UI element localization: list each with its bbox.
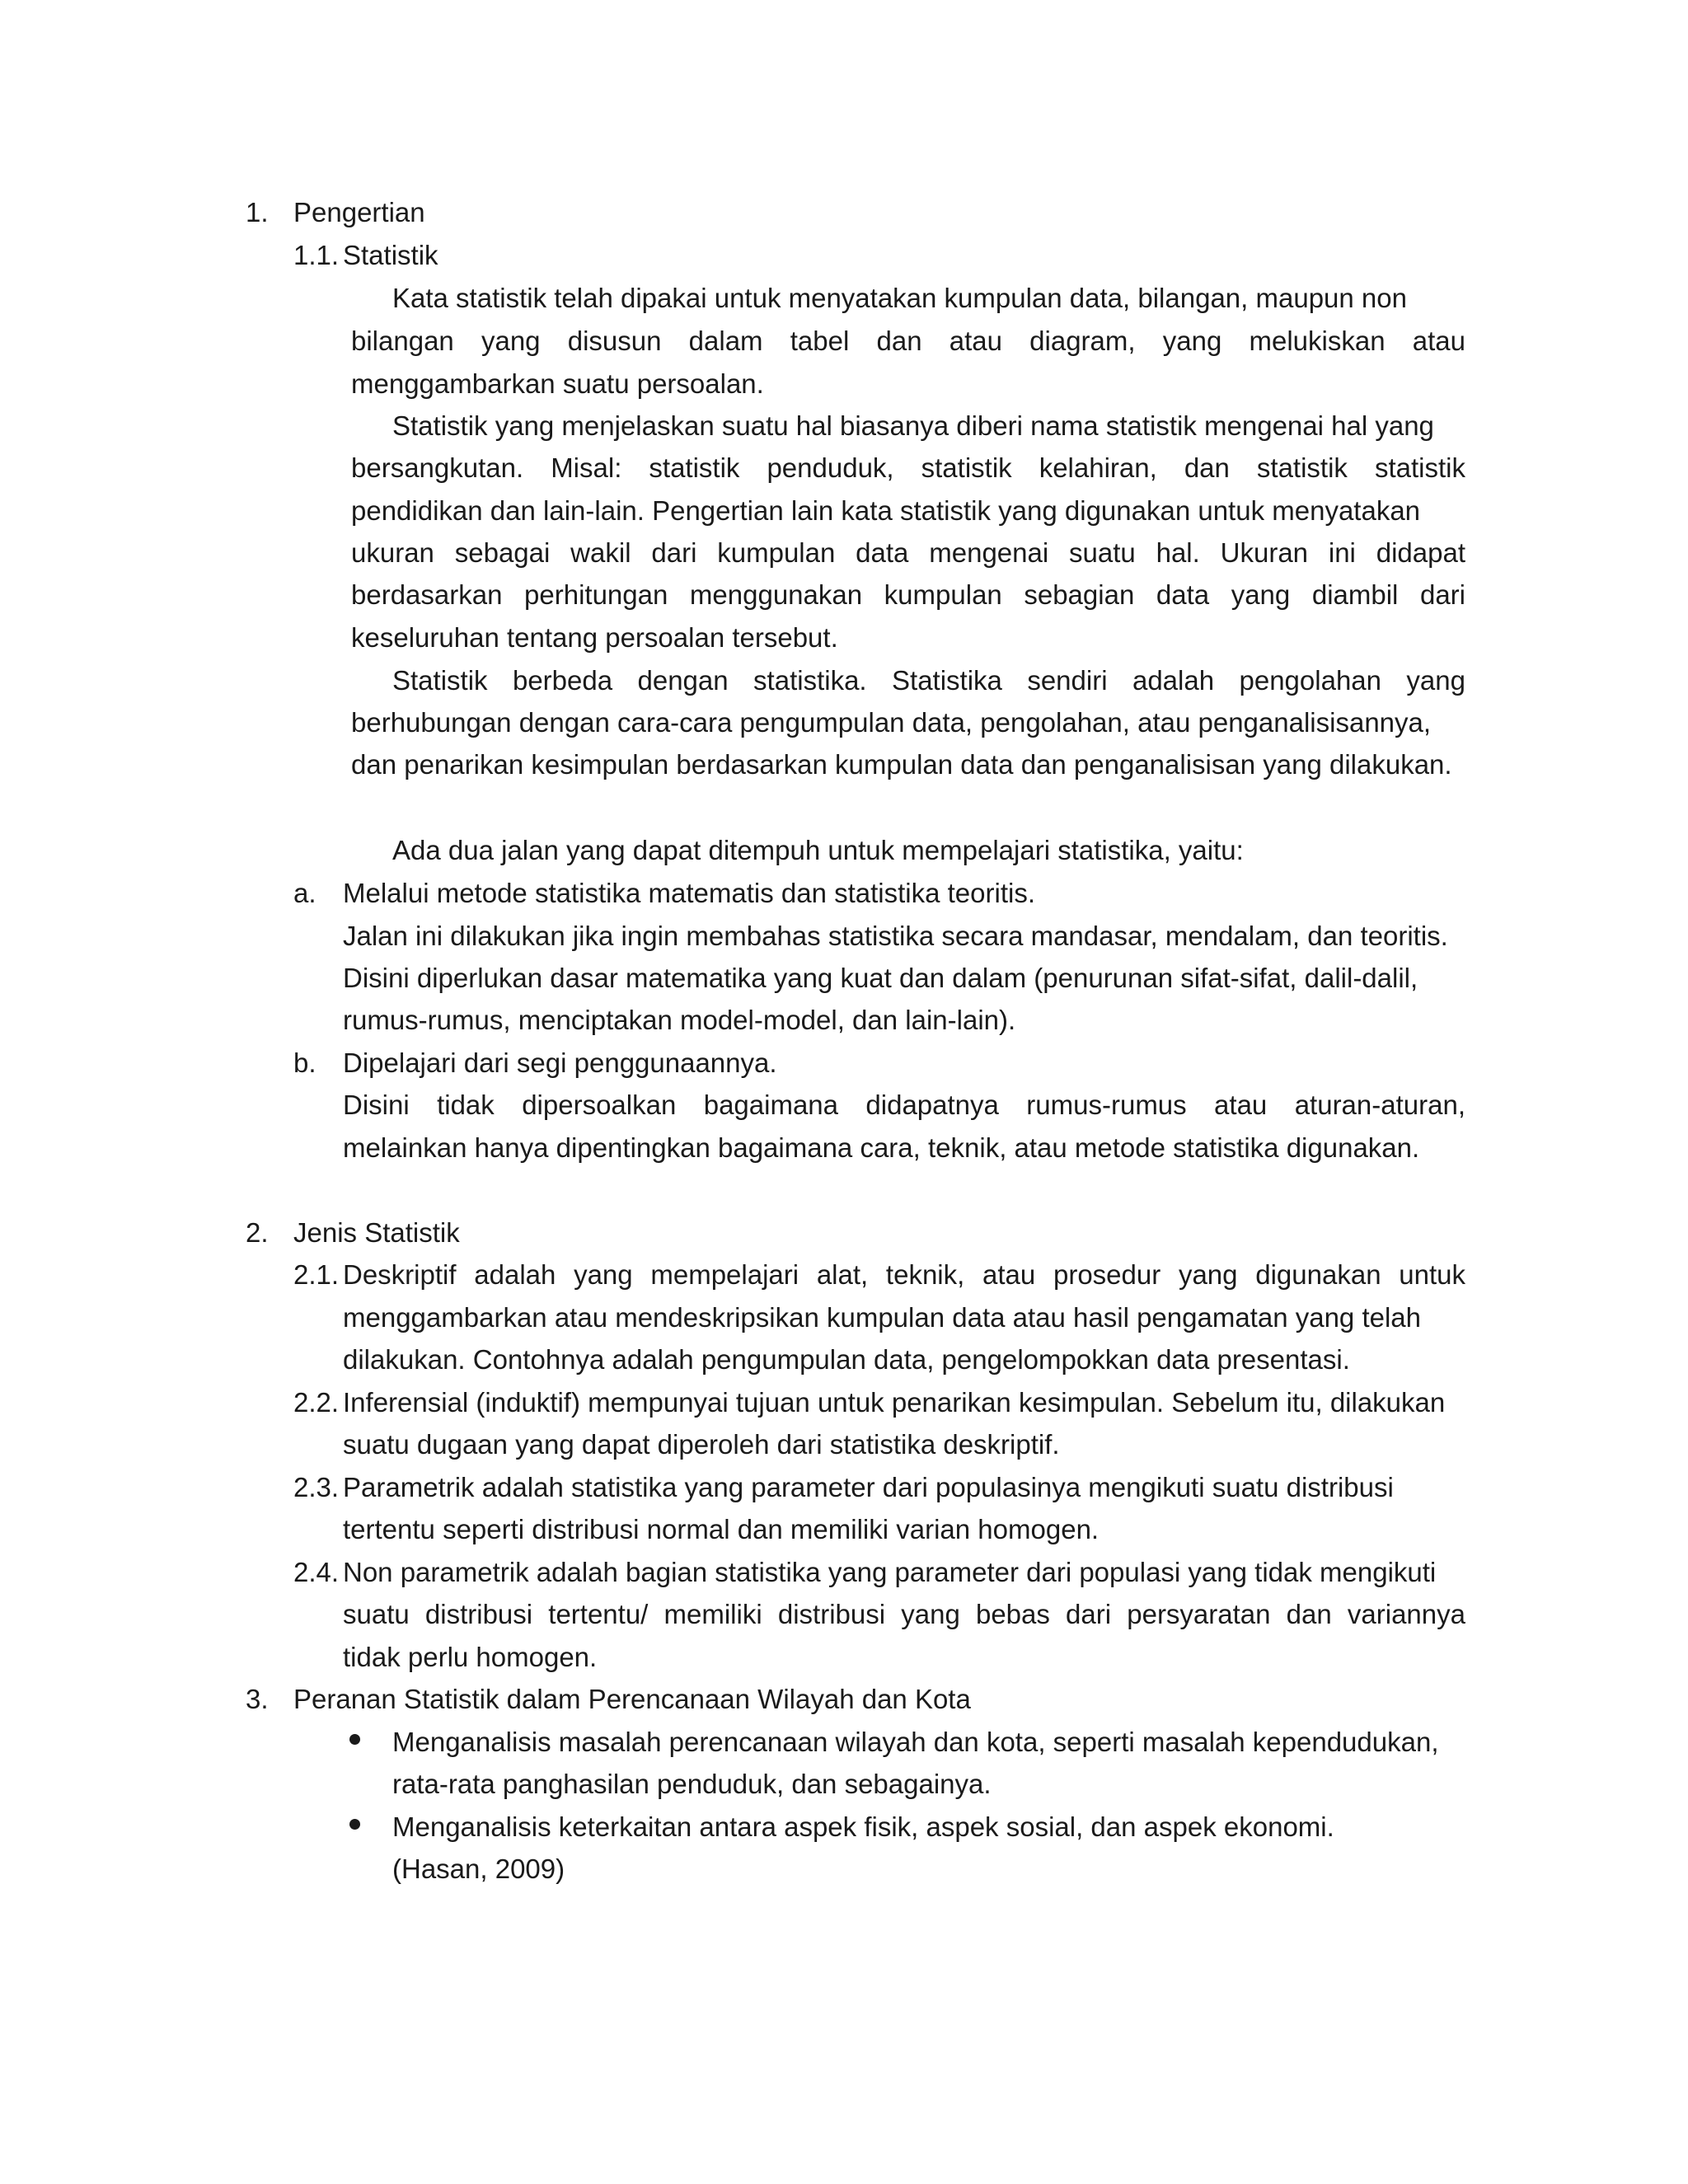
- item-line: suatu dugaan yang dapat diperoleh dari statistika deskriptif.: [343, 1429, 1060, 1460]
- citation: (Hasan, 2009): [392, 1854, 565, 1884]
- bullet-line: Menganalisis keterkaitan antara aspek fisik, aspek sosial, dan aspek ekonomi.: [392, 1811, 1334, 1842]
- item-line: Inferensial (induktif) mempunyai tujuan untuk penarikan kesimpulan. Sebelum itu, dilakukan: [343, 1387, 1446, 1418]
- item-line: suatu distribusi tertentu/ memiliki distribusi yang bebas dari persyaratan dan variannya: [343, 1599, 1465, 1629]
- subsection-1-1-number: 1.1.: [293, 240, 340, 270]
- item-2-3-number: 2.3.: [293, 1472, 340, 1502]
- item-2-1-number: 2.1.: [293, 1259, 340, 1290]
- list-item-b-marker: b.: [293, 1047, 316, 1078]
- paragraph-line: ukuran sebagai wakil dari kumpulan data mengenai suatu hal. Ukuran ini didapat: [351, 537, 1465, 568]
- list-item-a-title: Melalui metode statistika matematis dan statistika teoritis.: [343, 878, 1036, 908]
- list-item-line: rumus-rumus, menciptakan model-model, dan lain-lain).: [343, 1005, 1016, 1035]
- section-1-number: 1.: [246, 197, 269, 227]
- bullet-line: Menganalisis masalah perencanaan wilayah dan kota, seperti masalah kependudukan,: [392, 1727, 1439, 1757]
- paragraph-line: bersangkutan. Misal: statistik penduduk, statistik kelahiran, dan statistik statistik: [351, 452, 1465, 483]
- list-item-line: Jalan ini dilakukan jika ingin membahas statistika secara mandasar, mendalam, dan teoritis.: [343, 921, 1448, 951]
- item-2-4-number: 2.4.: [293, 1557, 340, 1587]
- paragraph-line: bilangan yang disusun dalam tabel dan atau diagram, yang melukiskan atau: [351, 326, 1465, 356]
- section-3-number: 3.: [246, 1684, 269, 1714]
- paragraph-line: pendidikan dan lain-lain. Pengertian lain kata statistik yang digunakan untuk menyatakan: [351, 495, 1421, 526]
- paragraph-line: berdasarkan perhitungan menggunakan kumpulan sebagian data yang diambil dari: [351, 579, 1465, 610]
- item-line: Parametrik adalah statistika yang parameter dari populasinya mengikuti suatu distribusi: [343, 1472, 1394, 1502]
- item-line: tertentu seperti distribusi normal dan memiliki varian homogen.: [343, 1514, 1100, 1544]
- paragraph-line: Statistik yang menjelaskan suatu hal biasanya diberi nama statistik mengenai hal yang: [392, 410, 1434, 441]
- bullet-icon: [349, 1734, 360, 1745]
- item-2-2-number: 2.2.: [293, 1387, 340, 1418]
- list-item-a-marker: a.: [293, 878, 316, 908]
- subsection-1-1-title: Statistik: [343, 240, 438, 270]
- list-item-line: Disini tidak dipersoalkan bagaimana didapatnya rumus-rumus atau aturan-aturan,: [343, 1090, 1465, 1120]
- item-line: menggambarkan atau mendeskripsikan kumpulan data atau hasil pengamatan yang telah: [343, 1302, 1422, 1333]
- paragraph-line: Ada dua jalan yang dapat ditempuh untuk mempelajari statistika, yaitu:: [392, 835, 1244, 865]
- section-2-title: Jenis Statistik: [293, 1217, 460, 1248]
- bullet-line: rata-rata panghasilan penduduk, dan sebagainya.: [392, 1769, 992, 1799]
- section-1-title: Pengertian: [293, 197, 425, 227]
- bullet-icon: [349, 1819, 360, 1830]
- paragraph-line: Kata statistik telah dipakai untuk menyatakan kumpulan data, bilangan, maupun non: [392, 283, 1407, 313]
- paragraph-line: keseluruhan tentang persoalan tersebut.: [351, 622, 838, 653]
- paragraph-line: berhubungan dengan cara-cara pengumpulan data, pengolahan, atau penganalisisannya,: [351, 707, 1432, 738]
- list-item-line: melainkan hanya dipentingkan bagaimana cara, teknik, atau metode statistika digunakan.: [343, 1132, 1420, 1163]
- list-item-b-title: Dipelajari dari segi penggunaannya.: [343, 1047, 777, 1078]
- section-3-title: Peranan Statistik dalam Perencanaan Wilayah dan Kota: [293, 1684, 971, 1714]
- item-line: Deskriptif adalah yang mempelajari alat, teknik, atau prosedur yang digunakan untuk: [343, 1259, 1465, 1290]
- paragraph-line: Statistik berbeda dengan statistika. Statistika sendiri adalah pengolahan yang: [392, 665, 1465, 696]
- item-line: tidak perlu homogen.: [343, 1642, 598, 1672]
- paragraph-line: dan penarikan kesimpulan berdasarkan kumpulan data dan penganalisisan yang dilakukan.: [351, 749, 1452, 780]
- paragraph-line: menggambarkan suatu persoalan.: [351, 368, 764, 399]
- section-2-number: 2.: [246, 1217, 269, 1248]
- list-item-line: Disini diperlukan dasar matematika yang kuat dan dalam (penurunan sifat-sifat, dalil-dalil,: [343, 963, 1418, 993]
- item-line: dilakukan. Contohnya adalah pengumpulan data, pengelompokkan data presentasi.: [343, 1344, 1350, 1375]
- item-line: Non parametrik adalah bagian statistika yang parameter dari populasi yang tidak mengikuti: [343, 1557, 1437, 1587]
